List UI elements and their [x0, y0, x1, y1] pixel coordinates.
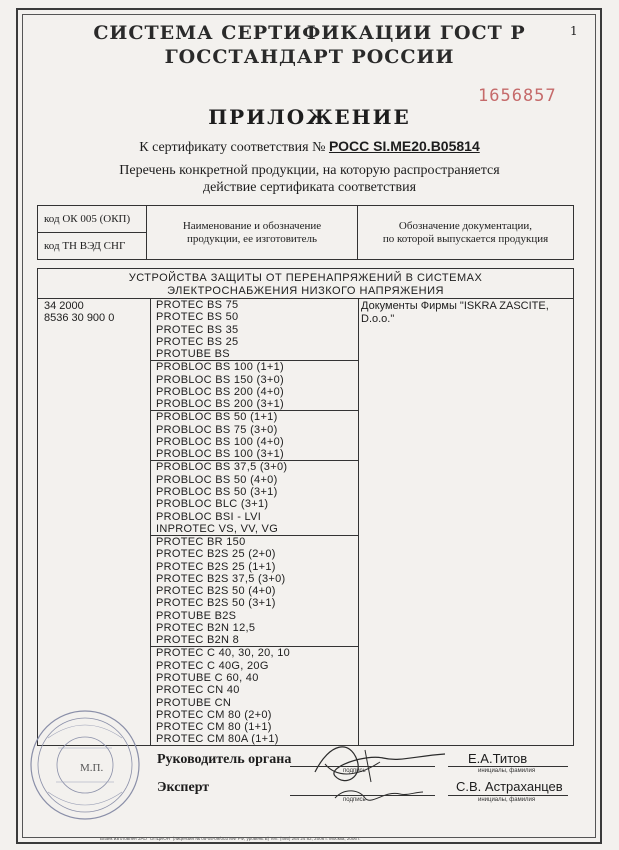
product-item: PROBLOC BS 50 (3+1) [156, 485, 278, 498]
product-item: PROTEC B2S 25 (2+0) [156, 548, 276, 561]
product-item: PROTEC BS 25 [156, 335, 239, 348]
product-codes [44, 300, 114, 324]
product-item: PROBLOC BS 100 (4+0) [156, 435, 284, 448]
product-name-header-line1: Наименование и обозначение [182, 220, 322, 232]
section-title-line2: ЭЛЕКТРОСНАБЖЕНИЯ НИЗКОГО НАПРЯЖЕНИЯ [167, 285, 444, 297]
product-item: PROTUBE CN [156, 696, 232, 709]
form-footer: Бланк изготовлен ЗАО "ОПЦИОН" (лицензия № 05-05-09/003 МФ РФ, уровень В) тел. (495) 264 24 82, 2006 г. Москва, 2006 г. [100, 836, 361, 841]
product-item: PROTEC BS 75 [156, 299, 239, 311]
signature-line [290, 766, 435, 767]
product-item: PROTUBE C 60, 40 [156, 671, 259, 684]
okp-code: 34 2000 [44, 300, 84, 312]
initials-caption: инициалы, фамилия [478, 797, 536, 803]
serial-number: 1656857 [478, 86, 557, 106]
sign-caption: подпись [343, 768, 366, 774]
list-heading-line1: Перечень конкретной продукции, на которую распространяется [119, 163, 500, 178]
tnved-code-header: код ТН ВЭД СНГ [37, 232, 147, 260]
product-list [150, 299, 358, 746]
product-item: PROTEC C 40G, 20G [156, 659, 269, 672]
stamp-place: М.П. [80, 762, 104, 774]
product-item: PROTEC CM 80A (1+1) [156, 733, 279, 746]
certificate-line [0, 138, 619, 156]
product-item: PROTEC CN 40 [156, 684, 240, 697]
product-item: PROBLOC BS 75 (3+0) [156, 423, 278, 436]
name-line [448, 766, 568, 767]
product-item: PROBLOC BS 100 (3+1) [156, 448, 284, 461]
documentation-line1: Документы Фирмы "ISKRA ZASCITE, [361, 300, 549, 312]
product-item: PROBLOC BS 150 (3+0) [156, 373, 284, 386]
signature-scribble [305, 732, 455, 817]
name-line [448, 795, 568, 796]
certificate-prefix: К сертификату соответствия № [139, 140, 326, 155]
product-item: PROTEC B2S 50 (3+1) [156, 597, 276, 610]
list-heading-line2: действие сертификата соответствия [202, 180, 417, 195]
documentation-header-line2: по которой выпускается продукция [382, 233, 549, 245]
product-item: PROTUBE BS [156, 348, 230, 361]
product-item: PROBLOC BS 37,5 (3+0) [156, 461, 288, 474]
head-name: Е.А.Титов [468, 751, 528, 766]
product-item: PROBLOC BS 200 (4+0) [156, 385, 284, 398]
tnved-code: 8536 30 900 0 [44, 312, 115, 324]
product-item: PROTEC B2S 50 (4+0) [156, 585, 276, 598]
sign-caption: подпись [343, 797, 366, 803]
documentation-header [357, 205, 574, 260]
product-item: PROTEC BS 50 [156, 311, 239, 324]
documentation-line2: D.o.o." [361, 313, 395, 325]
product-item: PROBLOC BSI - LVI [156, 510, 262, 523]
product-item: PROTEC B2S 37,5 (3+0) [156, 572, 286, 585]
column-divider [358, 298, 359, 746]
product-item: PROBLOC BS 200 (3+1) [156, 398, 284, 411]
product-item: PROTEC BR 150 [156, 536, 246, 549]
product-item: PROBLOC BS 50 (4+0) [156, 473, 278, 486]
expert-label: Эксперт [157, 780, 210, 795]
signature-line [290, 795, 435, 796]
product-item: PROTEC B2S 25 (1+1) [156, 560, 276, 573]
documentation-header-line1: Обозначение документации, [398, 220, 533, 232]
head-label: Руководитель органа [157, 752, 292, 767]
agency-title: ГОССТАНДАРТ РОССИИ [164, 46, 455, 68]
product-item: PROTEC BS 35 [156, 323, 239, 336]
product-name-header-line2: продукции, ее изготовитель [187, 233, 317, 245]
okp-code-header: код ОК 005 (ОКП) [37, 205, 147, 233]
product-item: PROTEC CM 80 (2+0) [156, 708, 272, 721]
certificate-number: РОСС SI.ME20.B05814 [328, 138, 480, 154]
product-item: PROTEC B2N 12,5 [156, 621, 256, 634]
product-item: PROTEC C 40, 30, 20, 10 [156, 647, 291, 660]
product-item: PROBLOC BLC (3+1) [156, 498, 269, 511]
page-number: 1 [570, 24, 578, 38]
product-item: PROBLOC BS 100 (1+1) [156, 361, 284, 374]
expert-name: С.В. Астраханцев [456, 779, 563, 794]
product-item: PROBLOC BS 50 (1+1) [156, 411, 278, 424]
section-title-line1: УСТРОЙСТВА ЗАЩИТЫ ОТ ПЕРЕНАПРЯЖЕНИЙ В СИСТЕМАХ [128, 272, 483, 284]
product-item: PROTEC CM 80 (1+1) [156, 721, 272, 734]
initials-caption: инициалы, фамилия [478, 768, 536, 774]
documentation-cell [361, 300, 549, 326]
system-title: СИСТЕМА СЕРТИФИКАЦИИ ГОСТ Р [93, 22, 526, 44]
product-name-header [146, 205, 358, 260]
product-item: INPROTEC VS, VV, VG [156, 522, 279, 535]
product-item: PROTEC B2N 8 [156, 634, 240, 647]
page-title: ПРИЛОЖЕНИЕ [208, 105, 411, 129]
product-item: PROTUBE B2S [156, 609, 237, 622]
